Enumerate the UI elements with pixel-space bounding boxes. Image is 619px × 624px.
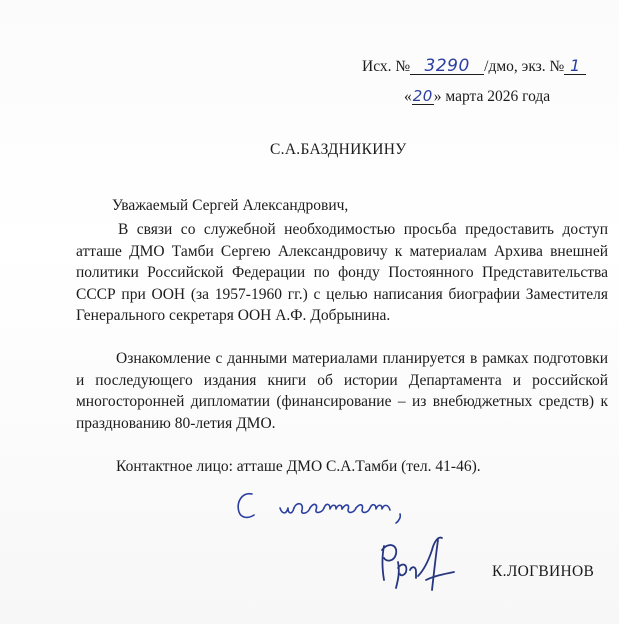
- ref-suffix: /дмо, экз. №: [484, 58, 565, 75]
- letter-date: [404, 88, 550, 106]
- ref-number-handwritten: 3290: [410, 58, 484, 75]
- date-day-handwritten: 20: [412, 87, 433, 105]
- ref-prefix: Исх. №: [362, 58, 411, 75]
- addressee: С.А.БАЗДНИКИНУ: [270, 141, 407, 158]
- contact-person: Контактное лицо: атташе ДМО С.А.Тамби (тел. 41-46).: [116, 458, 481, 475]
- signer-name: К.ЛОГВИНОВ: [492, 563, 595, 580]
- greeting: Уважаемый Сергей Александрович,: [112, 197, 349, 214]
- paragraph-purpose: Ознакомление с данными материалами планируется в рамках подготовки и последующего издания книги об истории Департамента и российской многосторонней дипломатии (финансирование – из внебюджетных средств) к празднованию 80-летия ДМО.: [76, 350, 608, 432]
- date-open-quote: «: [404, 88, 412, 105]
- handwritten-closing: [230, 488, 430, 528]
- outgoing-reference: [362, 58, 586, 76]
- handwritten-signature: [374, 532, 464, 594]
- copy-number-handwritten: 1: [564, 58, 586, 75]
- paragraph-request: В связи со служебной необходимостью просьба предоставить доступ атташе ДМО Тамби Сергею Александровичу к материалам Архива внешней политики Российской Федерации по фонду Постоянного Представительства СССР при ООН (за 1957-1960 гг.) с целью написания биографии Заместителя Генерального секретаря ООН А.Ф. Добрынина.: [76, 221, 608, 324]
- date-rest: » марта 2026 года: [433, 88, 551, 105]
